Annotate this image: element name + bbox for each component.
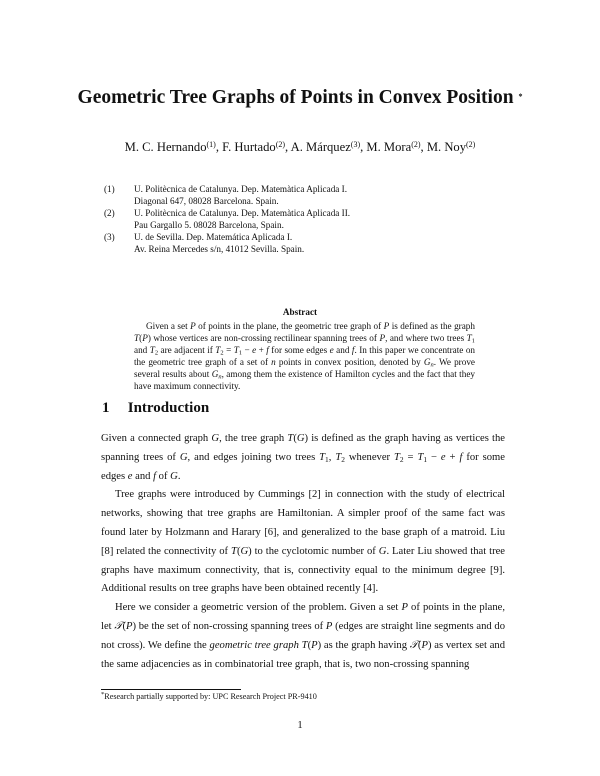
affiliation-number — [104, 220, 134, 232]
math-symbol: e — [440, 451, 446, 463]
author-name: M. C. Hernando — [124, 140, 207, 154]
section-number: 1 — [102, 400, 110, 416]
affiliation-list — [104, 184, 524, 255]
math-symbol: T — [149, 344, 155, 355]
text-run: are adjacent if — [158, 344, 216, 355]
affiliation-text: U. Politècnica de Catalunya. Dep. Matemàtica Aplicada II. — [134, 207, 351, 218]
text-run: , — [328, 451, 336, 463]
author-affiliation-mark: (2) — [411, 140, 421, 149]
math-symbol: G — [170, 470, 178, 482]
math-symbol: e — [127, 470, 133, 482]
math-symbol: 𝒯 — [114, 620, 123, 632]
math-symbol: P — [325, 620, 333, 632]
math-symbol: n — [271, 356, 276, 367]
text-run: + — [256, 344, 267, 355]
math-symbol: P — [142, 332, 148, 343]
math-symbol: e — [252, 344, 257, 355]
subscript: n — [218, 373, 222, 381]
text-run: ) as vertex set and the same adjacencies as in combinatorial tree graph, that is, two non-crossing spanning — [101, 639, 505, 670]
affiliation-number — [104, 196, 134, 208]
author-name: M. Noy — [426, 140, 467, 154]
section-title: Introduction — [127, 400, 210, 416]
affiliation-line — [104, 184, 524, 196]
math-symbol: f — [266, 344, 269, 355]
math-symbol: 𝒯 — [409, 639, 418, 651]
affiliation-line — [104, 196, 524, 208]
author-name: F. Hurtado — [222, 140, 276, 154]
math-symbol: G — [240, 545, 249, 557]
footnote-text: Research partially supported by: UPC Research Project PR-9410 — [104, 692, 317, 701]
subscript: 1 — [471, 337, 475, 345]
text-run: = — [403, 451, 418, 463]
text-run: and — [134, 344, 150, 355]
text-run: for some edges — [101, 451, 505, 482]
affiliation-line — [104, 232, 524, 244]
text-run: − — [427, 451, 441, 463]
text-run: , and edges joining two trees — [187, 451, 320, 463]
text-run: = — [223, 344, 234, 355]
text-run: ( — [307, 639, 312, 651]
math-symbol: G — [296, 433, 305, 444]
author-separator: , — [285, 140, 291, 154]
author-affiliation-mark: (3) — [350, 140, 361, 149]
text-run: − — [242, 344, 253, 355]
text-run: whenever — [344, 451, 394, 463]
math-symbol: G — [423, 356, 431, 367]
text-run: + — [445, 451, 460, 463]
author-name: A. Márquez — [290, 140, 351, 154]
section-heading — [102, 400, 209, 417]
math-symbol: T — [287, 433, 294, 444]
math-symbol: G — [211, 433, 220, 444]
body-text — [101, 430, 505, 674]
text-run: ( — [139, 332, 143, 343]
affiliation-text: Av. Reina Mercedes s/n, 41012 Sevilla. Spain. — [134, 243, 305, 254]
author-affiliation-mark: (1) — [206, 140, 216, 149]
text-run: and — [333, 344, 352, 355]
author-list — [40, 139, 560, 155]
affiliation-text: Pau Gargallo 5. 08028 Barcelona, Spain. — [134, 219, 284, 230]
footnote — [101, 690, 505, 702]
math-symbol: P — [125, 620, 133, 632]
text-run: of points in the plane, the geometric tree graph of — [195, 321, 384, 331]
text-run: ) to the cyclotomic number of — [248, 545, 379, 557]
subscript: 2 — [154, 349, 159, 357]
author-separator: , — [360, 140, 367, 154]
subscript: 2 — [399, 454, 404, 464]
math-symbol: T — [215, 344, 221, 355]
text-run: ( — [122, 620, 126, 632]
math-symbol: T — [466, 332, 472, 343]
math-symbol: G — [211, 368, 219, 379]
math-symbol: f — [153, 470, 157, 482]
paragraph — [101, 599, 505, 674]
author-name: M. Mora — [366, 140, 412, 154]
text-run: Given a connected graph — [101, 433, 212, 444]
author-affiliation-mark: (2) — [275, 140, 286, 149]
text-run: . — [177, 470, 181, 482]
author-affiliation-mark: (2) — [466, 140, 476, 149]
author-separator: , — [215, 140, 223, 154]
text-run: , and where two trees — [385, 332, 467, 343]
affiliation-text: Diagonal 647, 08028 Barcelona. Spain. — [134, 195, 279, 206]
affiliation-number: (1) — [104, 184, 115, 194]
math-symbol: G — [378, 545, 387, 557]
text-run: ) is defined as the graph having as vertices the spanning trees of — [101, 433, 506, 463]
text-run: . Later Liu showed that tree graphs have maximum connectivity, that is, connectivity equal to the minimum degree [9]. Additional results on tree graphs have been obtained recently [4]. — [101, 545, 506, 595]
affiliation-number: (2) — [104, 207, 115, 218]
title-footnote-mark: * — [518, 92, 523, 101]
math-symbol: P — [311, 639, 318, 651]
subscript: 2 — [341, 454, 345, 464]
math-symbol: P — [383, 321, 390, 331]
text-run: . We prove several results about — [134, 356, 475, 379]
affiliation-number: (3) — [104, 231, 115, 242]
math-symbol: T — [393, 451, 400, 463]
math-symbol: T — [335, 451, 342, 463]
text-run: Here we consider a geometric version of the problem. Given a set — [115, 602, 402, 614]
footnote-mark: * — [101, 691, 105, 698]
math-symbol: P — [379, 332, 386, 343]
text-run: , the tree graph — [219, 433, 288, 444]
text-run: Tree graphs were introduced by Cummings [2] in connection with the study of electrical networks, showing that tree graphs are Hamiltonian. A simpler proof of the same fact was found later by Holzmann and Harary [6], and generalized to the base graph of a matroid. Liu [8] related the connectivity of — [101, 489, 505, 557]
abstract-heading: Abstract — [282, 307, 318, 317]
abstract-body — [134, 321, 475, 392]
text-run: for some edges — [268, 344, 330, 355]
math-symbol: e — [329, 344, 334, 355]
affiliation-text: U. de Sevilla. Dep. Matemática Aplicada I. — [134, 231, 293, 242]
text-run: points in convex position, denoted by — [275, 356, 424, 367]
subscript: 1 — [238, 349, 243, 357]
page-number: 1 — [297, 720, 303, 731]
text-run: Given a set — [146, 321, 191, 331]
paper-title — [60, 86, 540, 110]
text-run: ) be the set of non-crossing spanning trees of — [132, 620, 326, 632]
math-symbol: T — [134, 332, 140, 343]
text-run: ) as the graph having — [317, 639, 410, 651]
math-symbol: P — [421, 639, 428, 651]
math-symbol: T — [319, 451, 326, 463]
text-run: . In this paper we concentrate on the geometric tree graph of a set of — [134, 344, 476, 367]
math-symbol: T — [301, 639, 308, 651]
text-run: (edges are straight line segments and do not cross). We define the — [101, 620, 505, 651]
affiliation-text: U. Politècnica de Catalunya. Dep. Matemàtica Aplicada I. — [134, 184, 348, 194]
math-symbol: P — [401, 602, 408, 614]
paragraph — [101, 486, 505, 599]
text-run: ( — [293, 433, 297, 444]
math-symbol: G — [179, 451, 188, 463]
math-symbol: f — [459, 451, 463, 463]
math-symbol: T — [231, 545, 237, 557]
text-run: and — [132, 470, 154, 482]
affiliation-number — [104, 244, 134, 256]
author-separator: , — [420, 140, 427, 154]
text-run: ( — [236, 545, 241, 557]
text-run: ) whose vertices are non-crossing rectilinear spanning trees of — [147, 332, 380, 343]
paragraph — [101, 430, 505, 486]
subscript: 1 — [325, 454, 329, 464]
math-symbol: geometric tree graph — [209, 639, 302, 651]
math-symbol: f — [351, 344, 355, 355]
title-text: Geometric Tree Graphs of Points in Convex Position — [77, 87, 514, 108]
math-symbol: T — [417, 451, 424, 463]
subscript: n — [430, 361, 434, 369]
text-run: is defined as the graph — [389, 321, 475, 331]
math-symbol: T — [233, 344, 239, 355]
affiliation-line — [104, 208, 524, 220]
text-run: of points in the plane, let — [101, 602, 505, 632]
affiliation-line — [104, 244, 524, 256]
text-run: of — [156, 470, 171, 482]
math-symbol: P — [190, 321, 196, 331]
subscript: 2 — [220, 349, 224, 357]
affiliation-line — [104, 220, 524, 232]
text-run: ( — [417, 639, 422, 651]
subscript: 1 — [423, 454, 428, 464]
text-run: , among them the existence of Hamilton cycles and the fact that they have maximum connectivity. — [134, 368, 475, 391]
